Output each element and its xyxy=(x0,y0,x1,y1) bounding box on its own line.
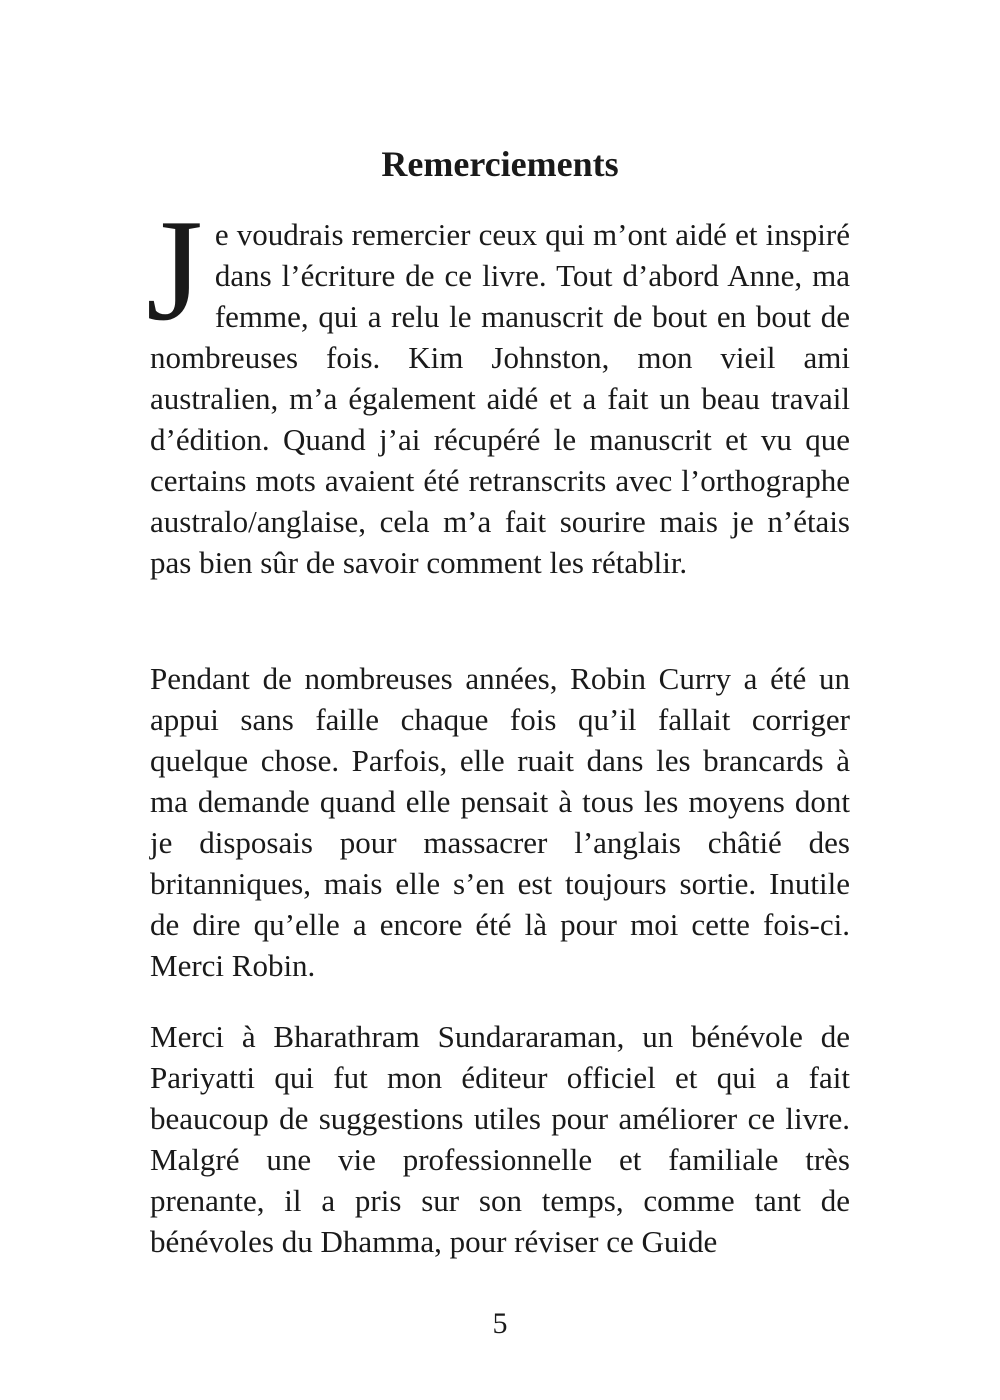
page-title: Remerciements xyxy=(381,144,619,184)
paragraph-bharathram: Merci à Bharathram Sundararaman, un bénévole de Pariyatti qui fut mon éditeur officiel et qui a fait beaucoup de suggestions utiles pour améliorer ce livre. Malgré une vie professionnelle et familiale très prenante, il a pris sur son temps, comme tant de bénévoles du Dhamma, pour réviser ce Guide xyxy=(150,1019,850,1259)
paragraph-robin-curry: Pendant de nombreuses années, Robin Curry a été un appui sans faille chaque fois qu’il fallait corriger quelque chose. Parfois, elle ruait dans les brancards à ma demande quand elle pensait à tous les moyens dont je disposais pour massacrer l’anglais châtié des britanniques, mais elle s’en est toujours sortie. Inutile de dire qu’elle a encore été là pour moi cette fois-ci. Merci Robin. xyxy=(150,661,850,983)
paragraph-body-text: e voudrais remercier ceux qui m’ont aidé et inspiré dans l’écriture de ce livre. Tout d’abord Anne, ma femme, qui a relu le manuscrit de bout en bout de nombreuses fois. Kim Johnston, mon vieil ami australien, m’a également aidé et a fait un beau travail d’édition. Quand j’ai récupéré le manuscrit et vu que certains mots avaient été retranscrits avec l’orthographe australo/anglaise, cela m’a fait sourire mais je n’étais pas bien sûr de savoir comment les rétablir. xyxy=(150,217,850,580)
page-number: 5 xyxy=(492,1307,508,1340)
drop-cap-letter: J xyxy=(146,189,203,351)
paragraph-acknowledgements-intro xyxy=(146,189,850,583)
